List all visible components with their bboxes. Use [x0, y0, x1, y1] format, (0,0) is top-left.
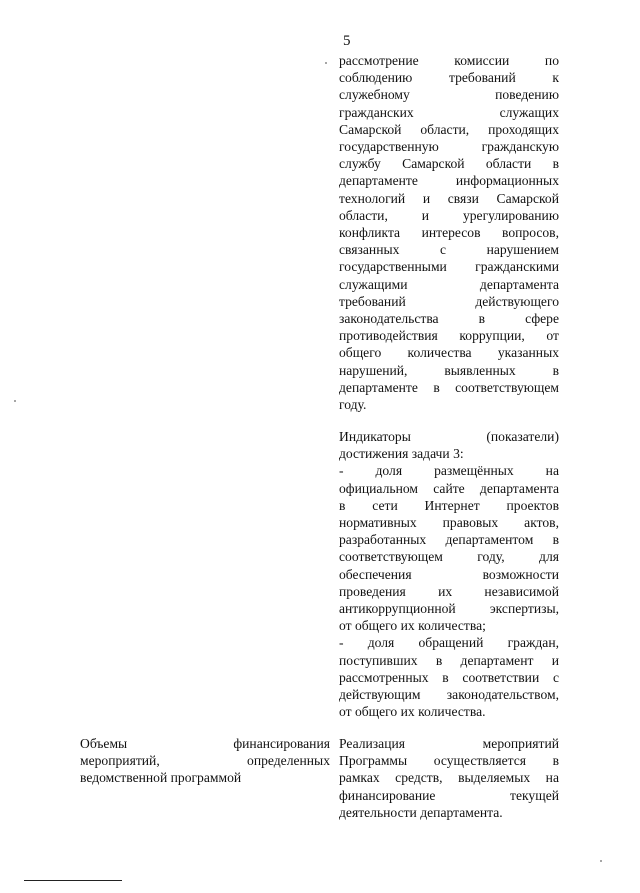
text-line: государственными гражданскими — [339, 259, 559, 275]
text-line: общего количества указанных — [339, 345, 559, 361]
text-line: государственную гражданскую — [339, 139, 559, 155]
text-line: обеспечения возможности — [339, 566, 559, 582]
text-line: соответствующем году, для — [339, 549, 559, 565]
text-line: конфликта интересов вопросов, — [339, 225, 559, 241]
text-line: году. — [339, 397, 367, 413]
indicators-text-block — [339, 428, 559, 720]
text-line: соблюдению требований к — [339, 70, 559, 86]
footnote-separator — [24, 880, 122, 881]
financing-value-cell — [339, 735, 559, 821]
text-line: департаменте информационных — [339, 173, 559, 189]
text-line: мероприятий, определенных — [80, 753, 330, 769]
text-line: действующим законодательством, — [339, 687, 559, 703]
text-line: связанных с нарушением — [339, 242, 559, 258]
text-line: нормативных правовых актов, — [339, 515, 559, 531]
text-line: технологий и связи Самарской — [339, 190, 559, 206]
text-line: достижения задачи 3: — [339, 446, 464, 462]
text-line: нарушений, выявленных в — [339, 362, 559, 378]
text-line: от общего их количества. — [339, 704, 486, 720]
text-line: службу Самарской области в — [339, 156, 559, 172]
text-line: антикоррупционной экспертизы, — [339, 601, 559, 617]
financing-label-cell — [80, 735, 330, 787]
text-line: служебному поведению — [339, 87, 559, 103]
text-line: области, и урегулированию — [339, 207, 559, 223]
text-line: департаменте в соответствующем — [339, 379, 559, 395]
text-line: в сети Интернет проектов — [339, 497, 559, 513]
text-line: - доля обращений граждан, — [339, 635, 559, 651]
text-line: Самарской области, проходящих — [339, 121, 559, 137]
text-line: проведения их независимой — [339, 583, 559, 599]
text-line: деятельности департамента. — [339, 804, 503, 820]
page-number: 5 — [343, 33, 351, 49]
text-line: рамках средств, выделяемых на — [339, 770, 559, 786]
text-line: Индикаторы (показатели) — [339, 429, 559, 444]
text-line: рассмотренных в соответствии с — [339, 669, 559, 685]
scan-speck — [325, 62, 327, 64]
text-line: от общего их количества; — [339, 618, 486, 634]
text-line: разработанных департаментом в — [339, 532, 559, 548]
text-line: рассмотрение комиссии по — [339, 53, 559, 68]
goals-text-block — [339, 52, 559, 413]
text-line: Программы осуществляется в — [339, 753, 559, 769]
text-line: финансирование текущей — [339, 787, 559, 803]
text-line: Объемы финансирования — [80, 736, 330, 751]
text-line: Реализация мероприятий — [339, 736, 559, 751]
text-line: законодательства в сфере — [339, 311, 559, 327]
text-line: требований действующего — [339, 293, 559, 309]
text-line: противодействия коррупции, от — [339, 328, 559, 344]
text-line: - доля размещённых на — [339, 463, 559, 479]
text-line: ведомственной программой — [80, 770, 242, 786]
text-line: официальном сайте департамента — [339, 480, 559, 496]
text-line: гражданских служащих — [339, 104, 559, 120]
scan-speck — [600, 860, 602, 862]
text-line: поступивших в департамент и — [339, 652, 559, 668]
scan-speck — [14, 400, 16, 402]
text-line: служащими департамента — [339, 276, 559, 292]
